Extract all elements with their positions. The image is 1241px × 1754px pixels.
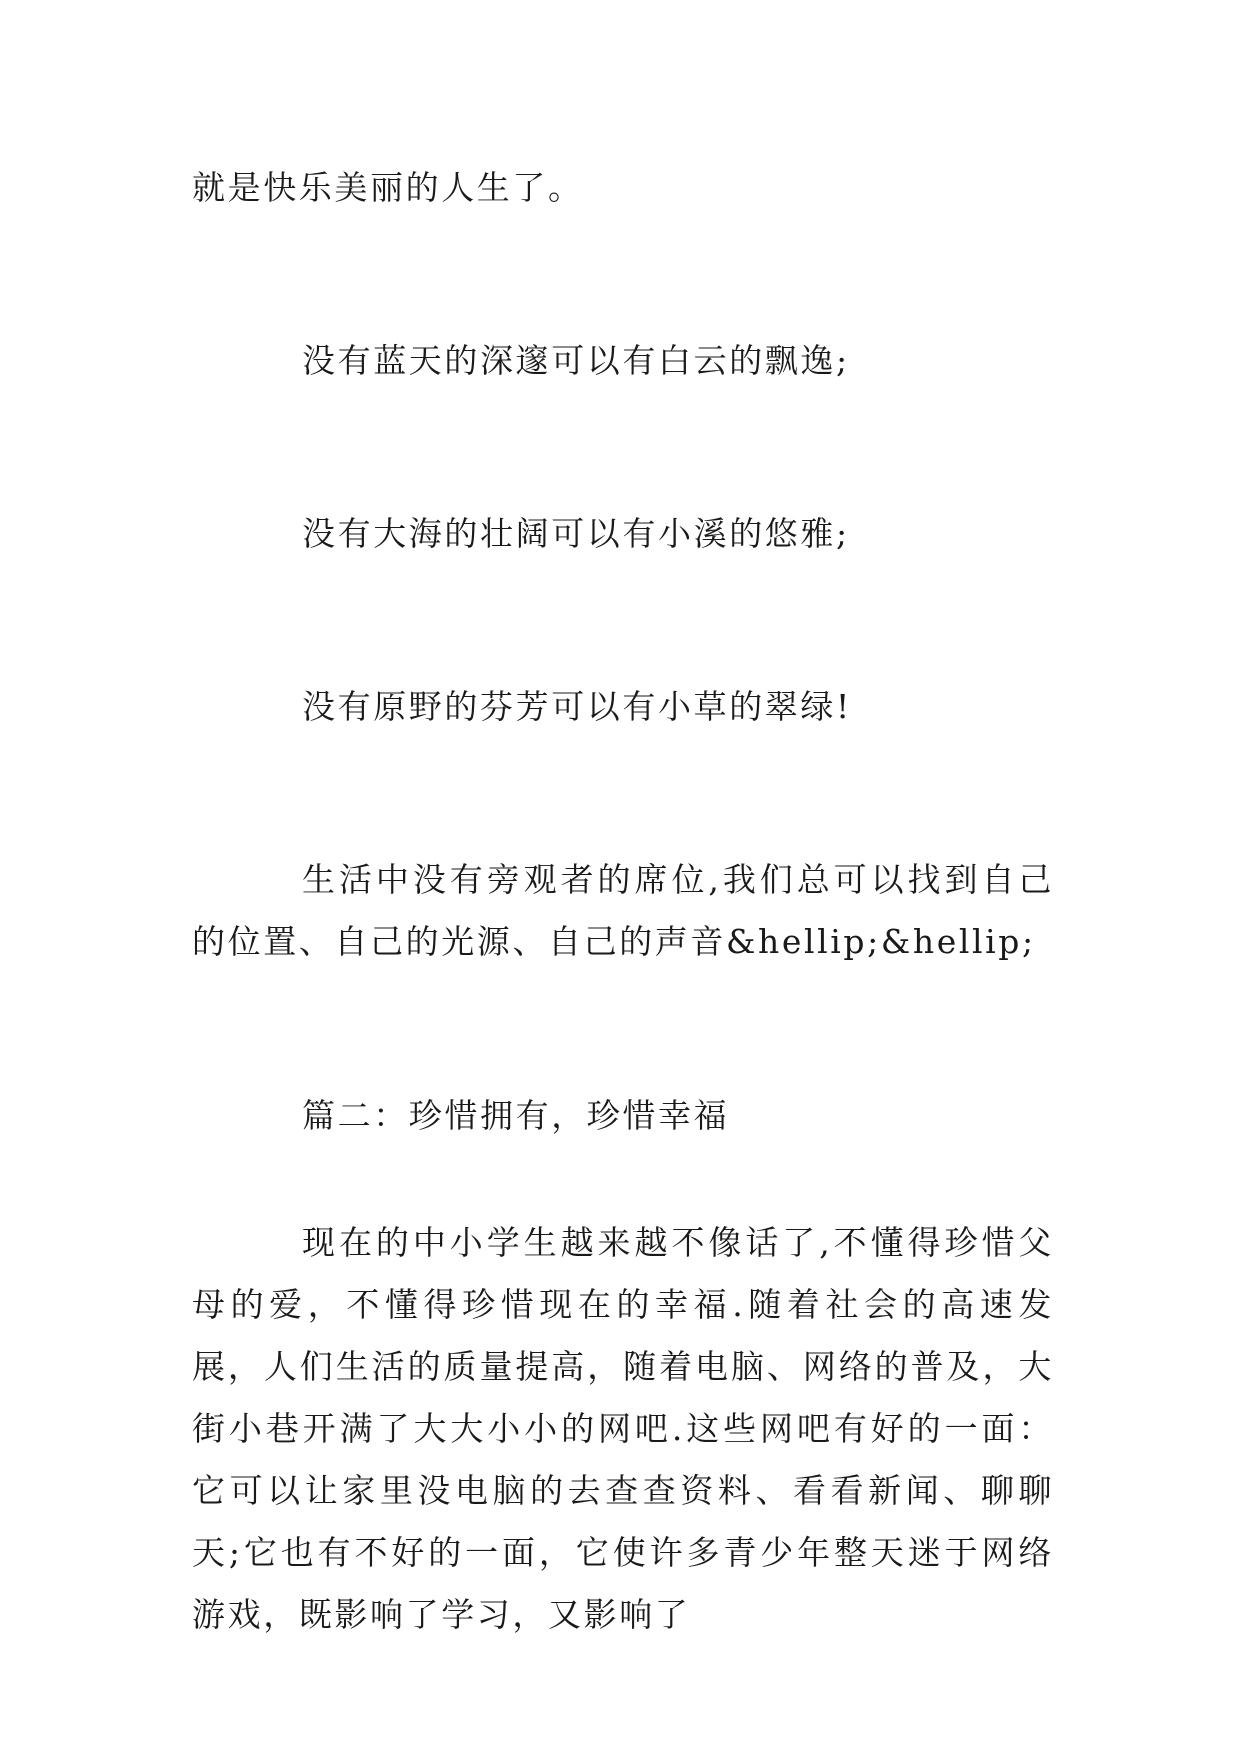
paragraph-students: 现在的中小学生越来越不像话了,不懂得珍惜父母的爱，不懂得珍惜现在的幸福.随着社会的高速发展，人们生活的质量提高，随着电脑、网络的普及，大街小巷开满了大大小小的网吧.这些网吧有好的一面：它可以让家里没电脑的去查查资料、看看新闻、聊聊天;它也有不好的一面，它使许多青少年整天迷于网络游戏，既影响了学习，又影响了 (192, 1223, 1054, 1634)
paragraph-field: 没有原野的芬芳可以有小草的翠绿! (302, 687, 852, 726)
paragraph-continuation: 就是快乐美丽的人生了。 (192, 168, 584, 207)
paragraph-life-position: 生活中没有旁观者的席位,我们总可以找到自己的位置、自己的光源、自己的声音&hellip;&hellip; (192, 860, 1054, 961)
section-heading: 篇二：珍惜拥有，珍惜幸福 (302, 1096, 730, 1135)
paragraph-blue-sky: 没有蓝天的深邃可以有白云的飘逸; (302, 341, 850, 380)
paragraph-sea: 没有大海的壮阔可以有小溪的悠雅; (302, 514, 850, 553)
